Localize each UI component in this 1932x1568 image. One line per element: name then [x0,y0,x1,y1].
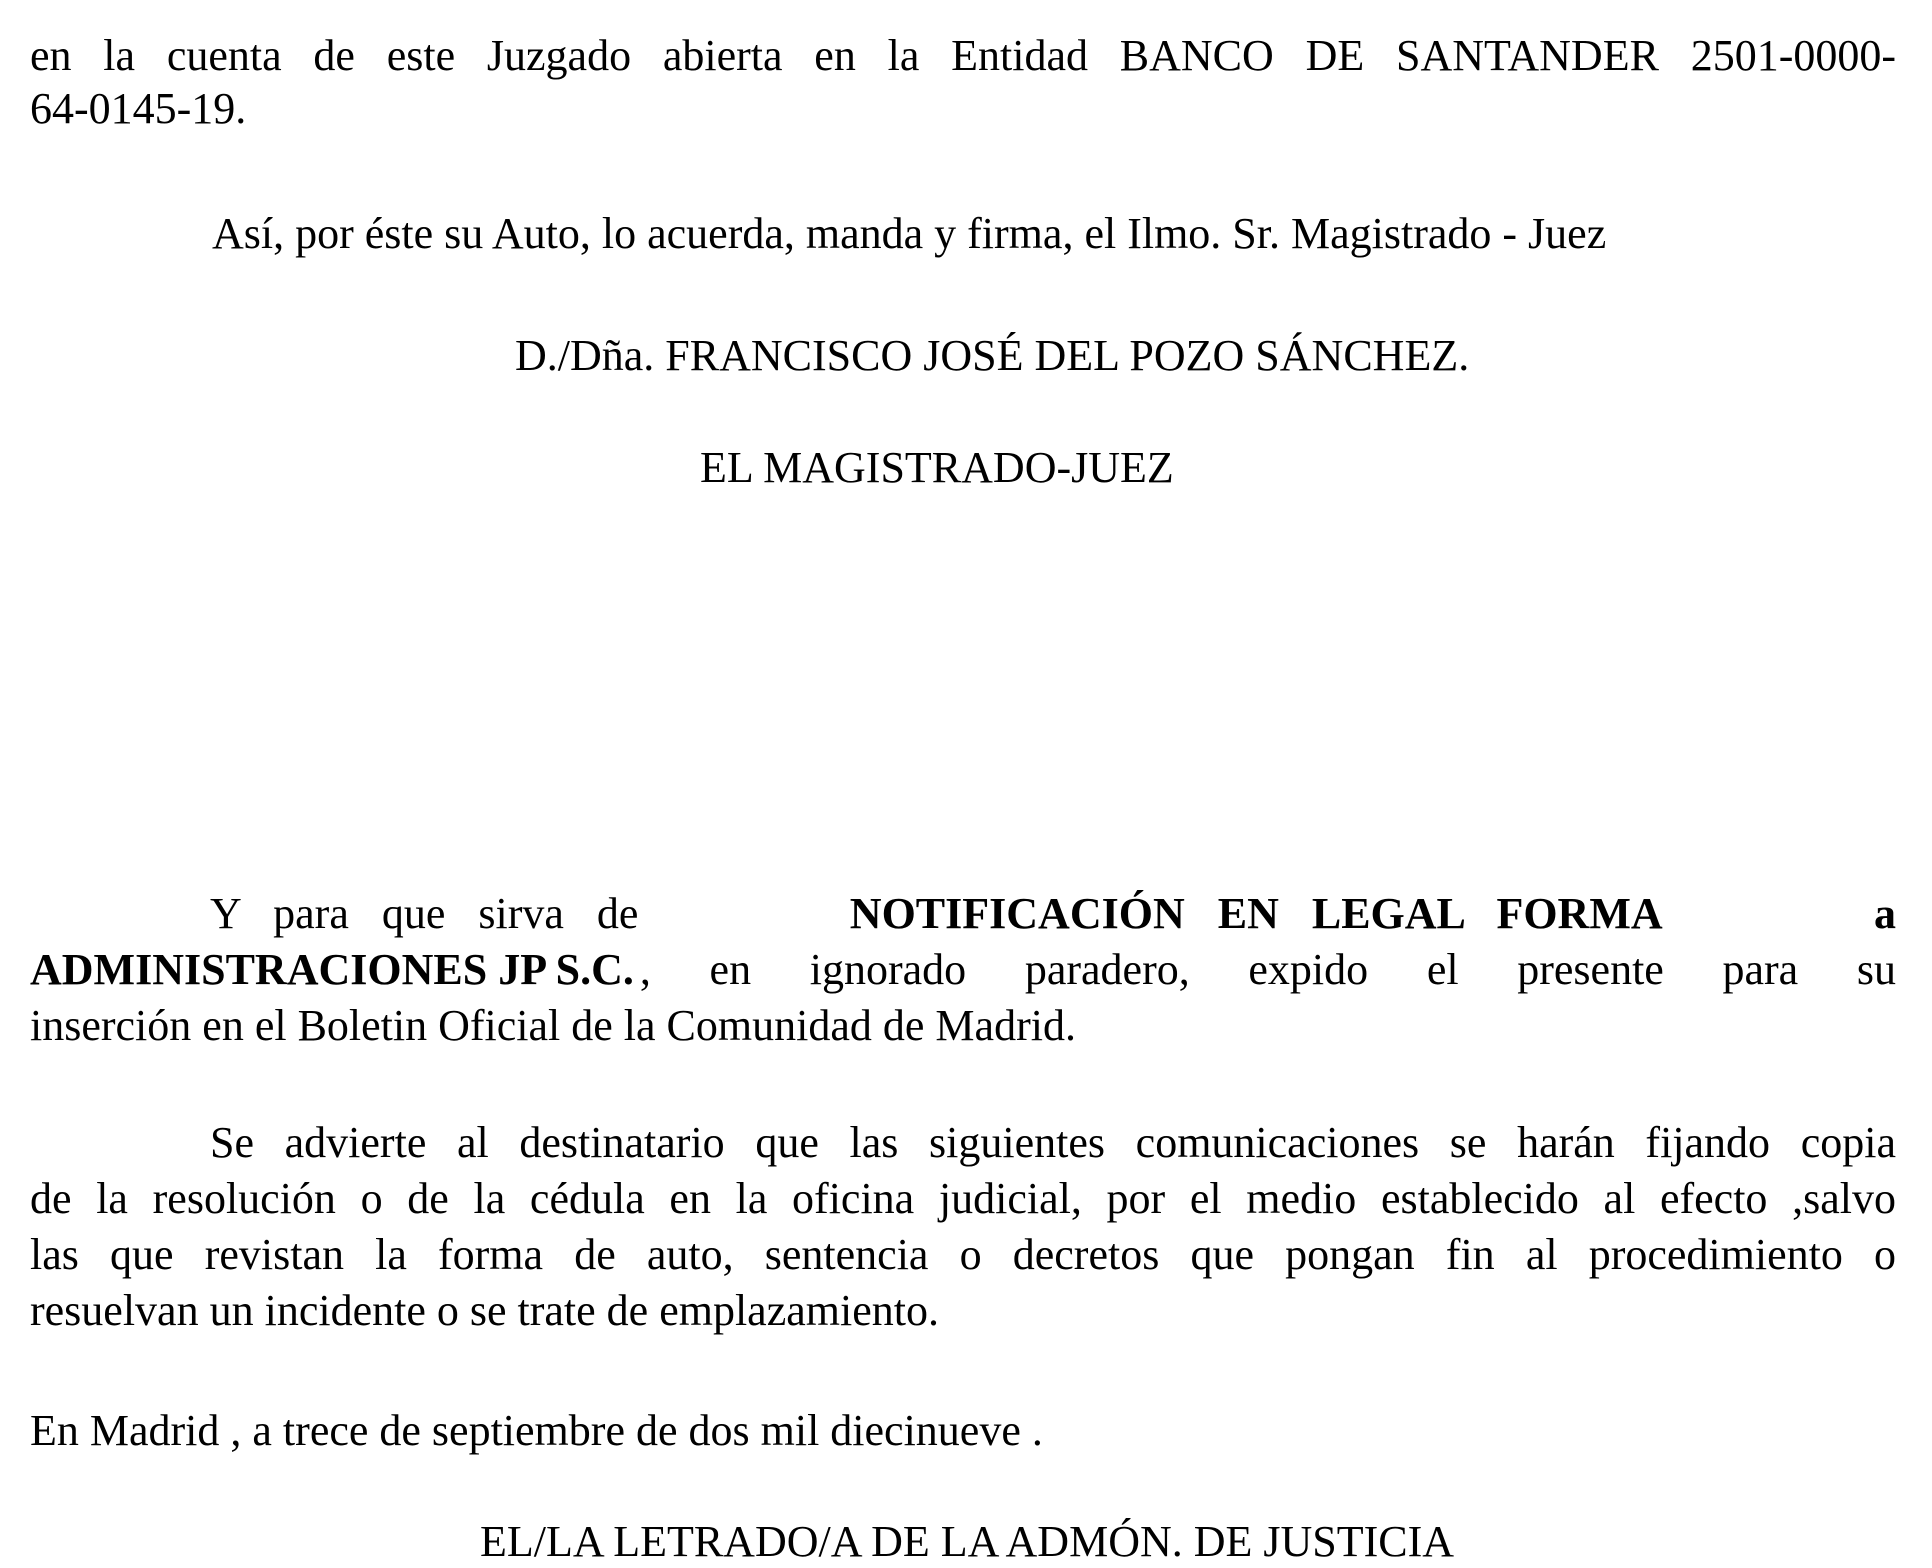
paragraph-3-line-1 [210,888,1896,940]
recipient-name: ADMINISTRACIONES JP S.C. [30,945,634,994]
paragraph-3-line-1-plain: Y para que sirva de [210,889,639,938]
paragraph-3-line-2 [30,944,1896,996]
paragraph-4-line-3 [30,1229,1896,1281]
notification-heading: NOTIFICACIÓN EN LEGAL FORMA [849,889,1663,938]
paragraph-4-line-1: Se advierte al destinatario que las siguientes comunicaciones se harán fijando copia [210,1118,1896,1167]
date-line: En Madrid , a trece de septiembre de dos mil diecinueve . [30,1406,1043,1455]
paragraph-1-line-2: 64-0145-19. [30,84,247,133]
paragraph-1-line-1 [30,30,1896,82]
judge-name: D./Dña. FRANCISCO JOSÉ DEL POZO SÁNCHEZ. [515,331,1470,380]
paragraph-4-line-4: resuelvan un incidente o se trate de emplazamiento. [30,1286,939,1335]
notification-heading-a: a [1873,889,1896,938]
signature-title: EL/LA LETRADO/A DE LA ADMÓN. DE JUSTICIA [480,1517,1455,1566]
paragraph-1-line-1-text: en la cuenta de este Juzgado abierta en la Entidad BANCO DE SANTANDER 2501-0000- [30,31,1896,80]
paragraph-4-line-3-text: las que revistan la forma de auto, sentencia o decretos que pongan fin al procedimiento o [30,1230,1896,1279]
paragraph-4-line-2 [30,1173,1896,1225]
judge-title: EL MAGISTRADO-JUEZ [700,443,1174,492]
paragraph-2-line-1: Así, por éste su Auto, lo acuerda, manda y firma, el Ilmo. Sr. Magistrado - Juez [212,209,1607,258]
paragraph-3-line-3: inserción en el Boletin Oficial de la Comunidad de Madrid. [30,1001,1076,1050]
paragraph-4-line-2-text: de la resolución o de la cédula en la oficina judicial, por el medio establecido al efecto ,salvo [30,1174,1896,1223]
paragraph-3-line-2-plain: , en ignorado paradero, expido el presente para su [639,945,1896,994]
